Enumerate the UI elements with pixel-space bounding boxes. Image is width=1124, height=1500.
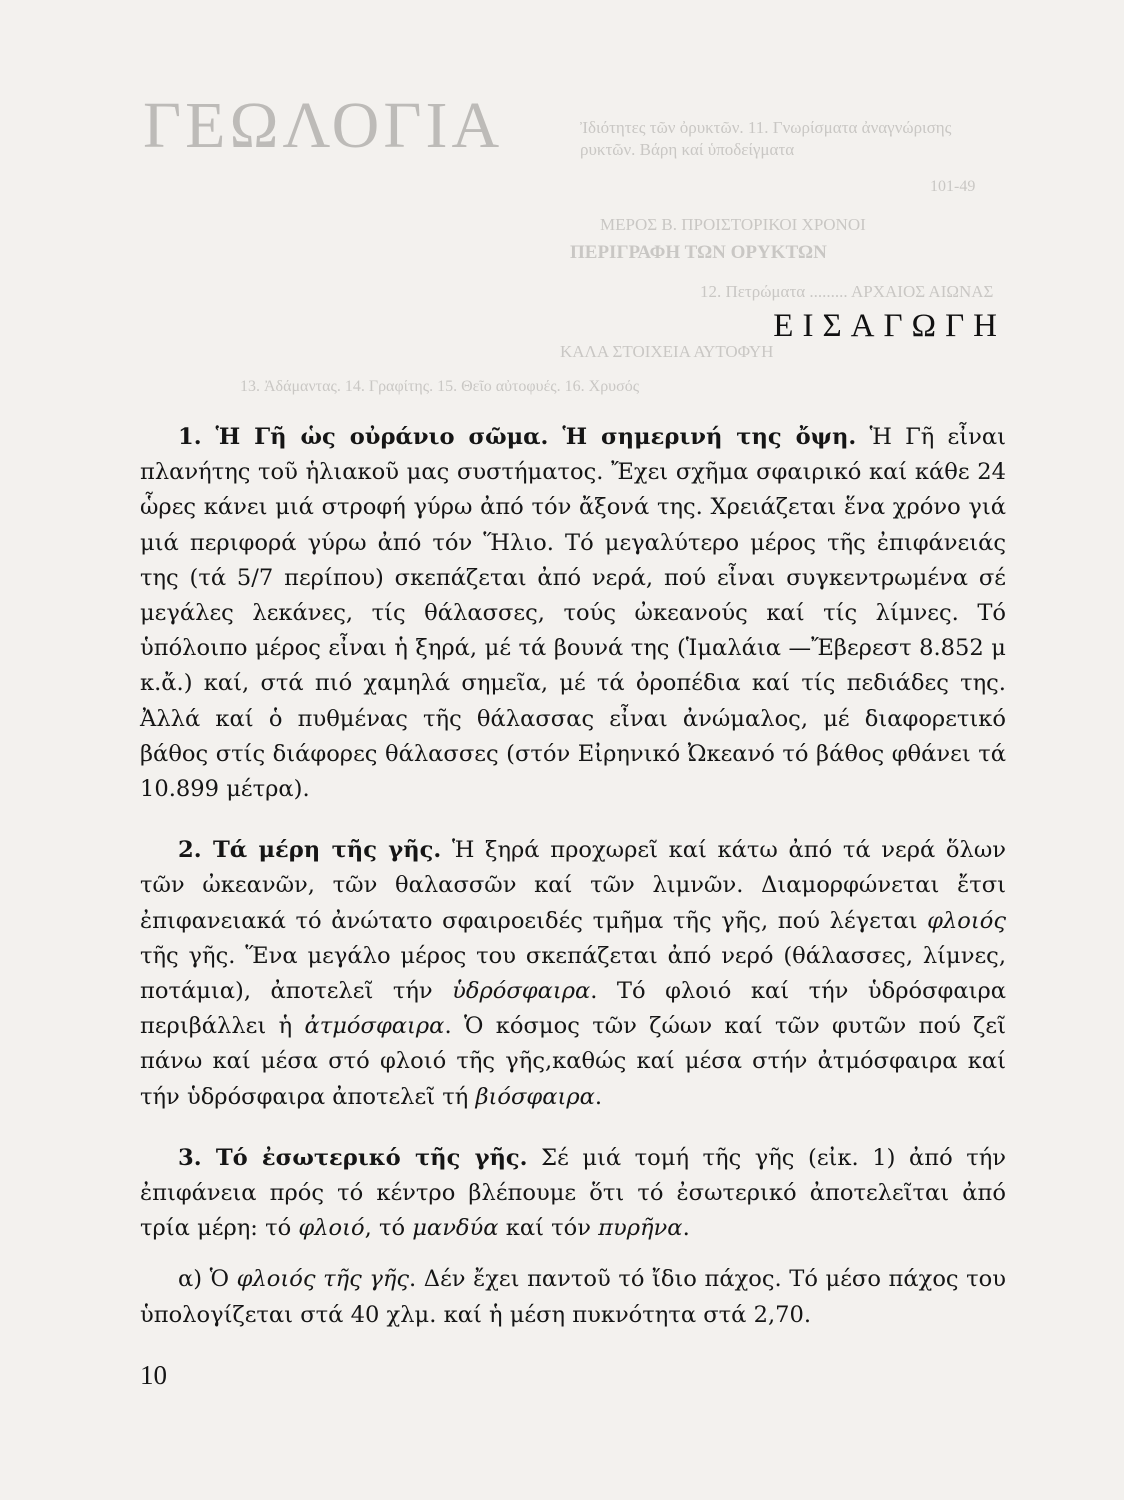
- term-core: πυρῆνα: [598, 1215, 683, 1242]
- paragraph-4: α) Ὁ φλοιός τῆς γῆς. Δέν ἔχει παντοῦ τό ἴδιο πάχος. Τό μέσο πάχος του ὑπολογίζεται στά 40 χλμ. καί ἡ μέση πυκνότητα στά 2,70.: [140, 1266, 1006, 1328]
- paragraph-3: 3. Τό ἐσωτερικό τῆς γῆς. Σέ μιά τομή τῆς γῆς (εἰκ. 1) ἀπό τήν ἐπιφάνεια πρός τό κέντρο βλέπουμε ὅτι τό ἐσωτερικό ἀποτελεῖται ἀπό τρία μέρη: τό φλοιό, τό μανδύα καί τόν πυρῆνα.: [140, 1144, 1006, 1242]
- term-mantle: μανδύα: [412, 1215, 499, 1242]
- term-crust: φλοιός: [927, 907, 1006, 934]
- page-number: 10: [140, 1360, 167, 1390]
- term-atmosphere: ἀτμόσφαιρα: [304, 1013, 445, 1040]
- section-3-heading: 3. Τό ἐσωτερικό τῆς γῆς.: [178, 1144, 528, 1171]
- paragraph-1: [140, 420, 1006, 807]
- main-text: [140, 420, 1006, 1359]
- paragraph-2: 2. Τά μέρη τῆς γῆς. Ἡ ξηρά προχωρεῖ καί κάτω ἀπό τά νερά ὅλων τῶν ὠκεανῶν, τῶν θαλασσῶν καί τῶν λιμνῶν. Διαμορφώνεται ἔτσι ἐπιφανειακά τό ἀνώτατο σφαιροειδές τμῆμα τῆς γῆς, πού λέγεται φλοιός τῆς γῆς. Ἕνα μεγάλο μέρος του σκεπάζεται ἀπό νερό (θάλασσες, λίμνες, ποτάμια), ἀποτελεῖ τήν ὑδρόσφαιρα. Τό φλοιό καί τήν ὑδρόσφαιρα περιβάλλει ἡ ἀτμόσφαιρα. Ὁ κόσμος τῶν ζώων καί τῶν φυτῶν πού ζεῖ πάνω καί μέσα στό φλοιό τῆς γῆς,καθώς καί μέσα στήν ἀτμόσφαιρα καί τήν ὑδρόσφαιρα ἀποτελεῖ τή βιόσφαιρα.: [140, 837, 1007, 1110]
- term-crust-2: φλοιό: [298, 1215, 365, 1242]
- running-head: ΓΕΩΛΟΓΙΑ: [143, 89, 504, 162]
- section-1-heading: 1. Ἡ Γῆ ὡς οὐράνιο σῶμα. Ἡ σημερινή της ὄψη.: [178, 424, 857, 450]
- term-hydrosphere: ὑδρόσφαιρα: [452, 978, 591, 1005]
- chapter-title: ΕΙΣΑΓΩΓΗ: [773, 308, 1006, 344]
- section-2-heading: 2. Τά μέρη τῆς γῆς.: [178, 837, 442, 864]
- section-1-body: Ἡ Γῆ εἶναι πλανήτης τοῦ ἡλιακοῦ μας συστήματος. Ἔχει σχῆμα σφαιρικό καί κάθε 24 ὧρες κάνει μιά στροφή γύρω ἀπό τόν ἄξονά της. Χρειάζεται ἕνα χρόνο γιά μιά περιφορά γύρω ἀπό τόν Ἥλιο. Τό μεγαλύτερο μέρος τῆς ἐπιφάνειάς της (τά 5/7 περίπου) σκεπάζεται ἀπό νερά, πού εἶναι συγκεντρωμένα σέ μεγάλες λεκάνες, τίς θάλασσες, τούς ὠκεανούς καί τίς λίμνες. Τό ὑπόλοιπο μέρος εἶναι ἡ ξηρά, μέ τά βουνά της (Ἱμαλάια —Ἔβερεστ 8.852 μ κ.ἄ.) καί, στά πιό χαμηλά σημεῖα, μέ τά ὀροπέδια καί τίς πεδιάδες της. Ἀλλά καί ὁ πυθμένας τῆς θάλασσας εἶναι ἀνώμαλος, μέ διαφορετικό βάθος στίς διάφορες θάλασσες (στόν Εἰρηνικό Ὠκεανό τό βάθος φθάνει τά 10.899 μέτρα).: [140, 424, 1006, 803]
- term-earth-crust: φλοιός τῆς γῆς: [236, 1266, 410, 1293]
- term-biosphere: βιόσφαιρα: [475, 1083, 595, 1110]
- book-page: Ἰδιότητες τῶν ὀρυκτῶν. 11. Γνωρίσματα ἀναγνώρισης ρυκτῶν. Βάρη καί ὑποδείγματα 101-49 ΜΕΡΟΣ Β. ΠΡΟΙΣΤΟΡΙΚΟΙ ΧΡΟΝΟΙ ΠΕΡΙΓΡΑΦΗ ΤΩΝ ΟΡΥΚΤΩΝ 12. Πετρώματα ......... ΑΡΧΑΙΟΣ ΑΙΩΝΑΣ ΚΑΛΑ ΣΤΟΙΧΕΙΑ ΑΥΤΟΦΥΗ 13. Ἀδάμαντας. 14. Γραφίτης. 15. Θεῖο αὐτοφυές. 16. Χρυσός ΓΕΩΛΟΓΙΑ ΕΙΣΑΓΩΓΗ 1. Ἡ Γῆ ὡς οὐράνιο σῶμα. Ἡ σημερινή της ὄψη. Ἡ Γῆ εἶναι πλανήτης τοῦ ἡλιακοῦ μας συστήματος. Ἔχει σχῆμα σφαιρικό καί κάθε 24 ὧρες κάνει μιά στροφή γύρω ἀπό τόν ἄξονά της. Χρειάζεται ἕνα χρόνο γιά μιά περιφορά γύρω ἀπό τόν Ἥλιο. Τό μεγαλύτερο μέρος τῆς ἐπιφάνειάς της (τά 5/7 περίπου) σκεπάζεται ἀπό νερά, πού εἶναι συγκεντρωμένα σέ μεγάλες λεκάνες, τίς θάλασσες, τούς ὠκεανούς καί τίς λίμνες. Τό ὑπόλοιπο μέρος εἶναι ἡ ξηρά, μέ τά βουνά της (Ἱμαλάια —Ἔβερεστ 8.852 μ κ.ἄ.) καί, στά πιό χαμηλά σημεῖα, μέ τά ὀροπέδια καί τίς πεδιάδες της. Ἀλλά καί ὁ πυθμένας τῆς θάλασσας εἶναι ἀνώμαλος, μέ διαφορετικό βάθος στίς διάφορες θάλασσες (στόν Εἰρηνικό Ὠκεανό τό βάθος φθάνει τά 10.899 μέτρα). 2. Τά μέρη τῆς γῆς. Ἡ ξηρά προχωρεῖ καί κάτω ἀπό τά νερά ὅλων τῶν ὠκεανῶν, τῶν θαλασσῶν καί τῶν λιμνῶν. Διαμορφώνεται ἔτσι ἐπιφανειακά τό ἀνώτατο σφαιροειδές τμῆμα τῆς γῆς, πού λέγεται φλοιός τῆς γῆς. Ἕνα μεγάλο μέρος του σκεπάζεται ἀπό νερό (θάλασσες, λίμνες, ποτάμια), ἀποτελεῖ τήν ὑδρόσφαιρα. Τό φλοιό καί τήν ὑδρόσφαιρα περιβάλλει ἡ ἀτμόσφαιρα. Ὁ κόσμος τῶν ζώων καί τῶν φυτῶν πού ζεῖ πάνω καί μέσα στό φλοιό τῆς γῆς,καθώς καί μέσα στήν ἀτμόσφαιρα καί τήν ὑδρόσφαιρα ἀποτελεῖ τή βιόσφαιρα. 3. Τό ἐσωτερικό τῆς γῆς. Σέ μιά τομή τῆς γῆς (εἰκ. 1) ἀπό τήν ἐπιφάνεια πρός τό κέντρο βλέπουμε ὅτι τό ἐσωτερικό ἀποτελεῖται ἀπό τρία μέρη: τό φλοιό, τό μανδύα καί τόν πυρῆνα. α) Ὁ φλοιός τῆς γῆς. Δέν ἔχει παντοῦ τό ἴδιο πάχος. Τό μέσο πάχος του ὑπολογίζεται στά 40 χλμ. καί ἡ μέση πυκνότητα στά 2,70. 10: [140, 89, 1007, 1390]
